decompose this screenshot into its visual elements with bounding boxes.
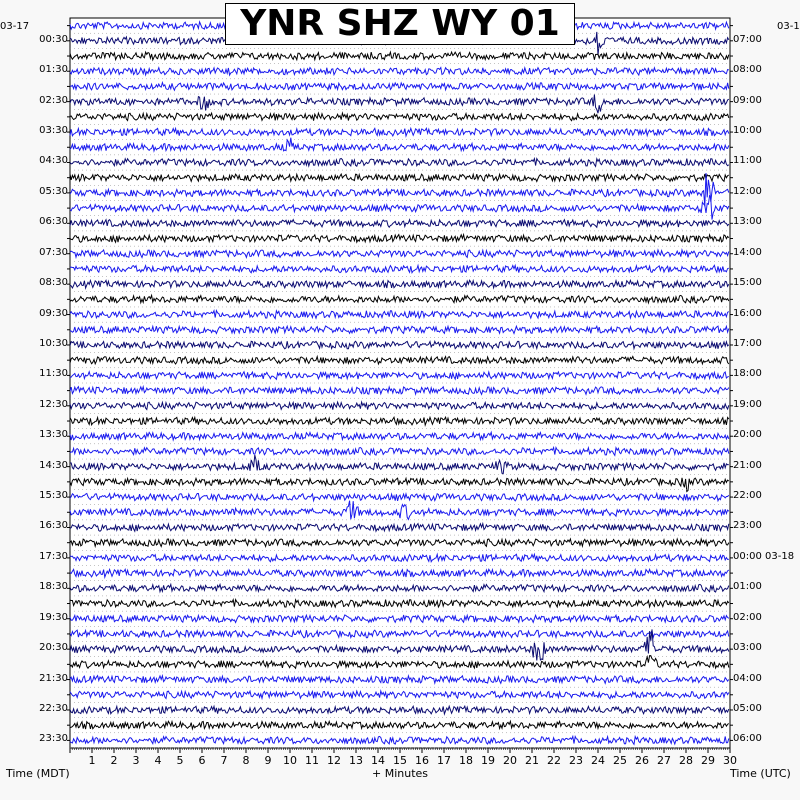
- right-time-label: 10:00: [733, 125, 762, 137]
- x-tick-label: 6: [198, 754, 206, 767]
- x-tick-label: 24: [591, 754, 605, 767]
- left-time-label: 13:30: [39, 429, 68, 441]
- right-time-label: 07:00: [733, 33, 762, 45]
- x-tick-label: 9: [264, 754, 272, 767]
- right-time-label: 21:00: [733, 459, 762, 471]
- x-tick-label: 18: [459, 754, 473, 767]
- right-time-label: 06:00: [733, 733, 762, 745]
- x-tick-label: 19: [481, 754, 495, 767]
- right-time-label: 11:00: [733, 155, 762, 167]
- x-tick-label: 27: [657, 754, 671, 767]
- left-time-label: 15:30: [39, 490, 68, 502]
- left-time-label: 01:30: [39, 64, 68, 76]
- x-tick-label: 8: [242, 754, 250, 767]
- left-time-label: 02:30: [39, 94, 68, 106]
- x-tick-label: 29: [701, 754, 715, 767]
- left-time-label: 06:30: [39, 216, 68, 228]
- plot-area: [70, 18, 730, 748]
- left-time-label: 20:30: [39, 642, 68, 654]
- right-time-label: 20:00: [733, 429, 762, 441]
- date-left-label: 03-17: [0, 21, 30, 32]
- x-tick-label: 23: [569, 754, 583, 767]
- x-tick-label: 5: [176, 754, 184, 767]
- right-time-label: 22:00: [733, 490, 762, 502]
- right-time-label: 14:00: [733, 246, 762, 258]
- left-time-label: 22:30: [39, 702, 68, 714]
- date-right-label: 03-1: [777, 21, 800, 32]
- left-time-label: 07:30: [39, 246, 68, 258]
- right-time-label: 02:00: [733, 611, 762, 623]
- x-tick-label: 10: [283, 754, 297, 767]
- right-time-label: 13:00: [733, 216, 762, 228]
- right-time-label: 01:00: [733, 581, 762, 593]
- x-tick-label: 4: [154, 754, 162, 767]
- left-time-label: 19:30: [39, 611, 68, 623]
- x-tick-label: 26: [635, 754, 649, 767]
- left-time-label: 05:30: [39, 185, 68, 197]
- left-axis-title: Time (MDT): [6, 767, 70, 780]
- right-time-label: 04:00: [733, 672, 762, 684]
- right-time-label: 00:00 03-18: [733, 550, 795, 562]
- x-tick-label: 7: [220, 754, 228, 767]
- x-tick-label: 21: [525, 754, 539, 767]
- x-tick-label: 28: [679, 754, 693, 767]
- right-time-label: 12:00: [733, 185, 762, 197]
- left-time-label: 00:30: [39, 33, 68, 45]
- x-tick-label: 25: [613, 754, 627, 767]
- right-time-label: 23:00: [733, 520, 762, 532]
- left-time-label: 14:30: [39, 459, 68, 471]
- right-axis-title: Time (UTC): [730, 767, 791, 780]
- x-tick-label: 3: [132, 754, 140, 767]
- x-tick-label: 22: [547, 754, 561, 767]
- right-time-label: 15:00: [733, 277, 762, 289]
- left-time-label: 21:30: [39, 672, 68, 684]
- left-time-label: 11:30: [39, 368, 68, 380]
- x-tick-label: 1: [88, 754, 96, 767]
- x-tick-label: 30: [723, 754, 737, 767]
- x-axis-title: + Minutes: [372, 767, 429, 780]
- x-tick-label: 13: [349, 754, 363, 767]
- left-time-label: 09:30: [39, 307, 68, 319]
- x-tick-label: 16: [415, 754, 429, 767]
- left-time-label: 04:30: [39, 155, 68, 167]
- x-tick-label: 17: [437, 754, 451, 767]
- left-time-label: 08:30: [39, 277, 68, 289]
- right-time-label: 17:00: [733, 337, 762, 349]
- left-time-label: 18:30: [39, 581, 68, 593]
- x-tick-label: 15: [393, 754, 407, 767]
- right-time-label: 08:00: [733, 64, 762, 76]
- x-tick-label: 14: [371, 754, 385, 767]
- right-time-label: 18:00: [733, 368, 762, 380]
- x-tick-label: 2: [110, 754, 118, 767]
- left-time-label: 23:30: [39, 733, 68, 745]
- left-time-label: 12:30: [39, 398, 68, 410]
- right-time-label: 16:00: [733, 307, 762, 319]
- x-tick-label: 12: [327, 754, 341, 767]
- left-time-label: 16:30: [39, 520, 68, 532]
- right-time-label: 19:00: [733, 398, 762, 410]
- x-tick-label: 11: [305, 754, 319, 767]
- station-title: YNR SHZ WY 01: [225, 3, 575, 45]
- x-tick-label: 20: [503, 754, 517, 767]
- left-time-label: 10:30: [39, 337, 68, 349]
- right-time-label: 03:00: [733, 642, 762, 654]
- left-time-label: 17:30: [39, 550, 68, 562]
- left-time-label: 03:30: [39, 125, 68, 137]
- right-time-label: 05:00: [733, 702, 762, 714]
- right-time-label: 09:00: [733, 94, 762, 106]
